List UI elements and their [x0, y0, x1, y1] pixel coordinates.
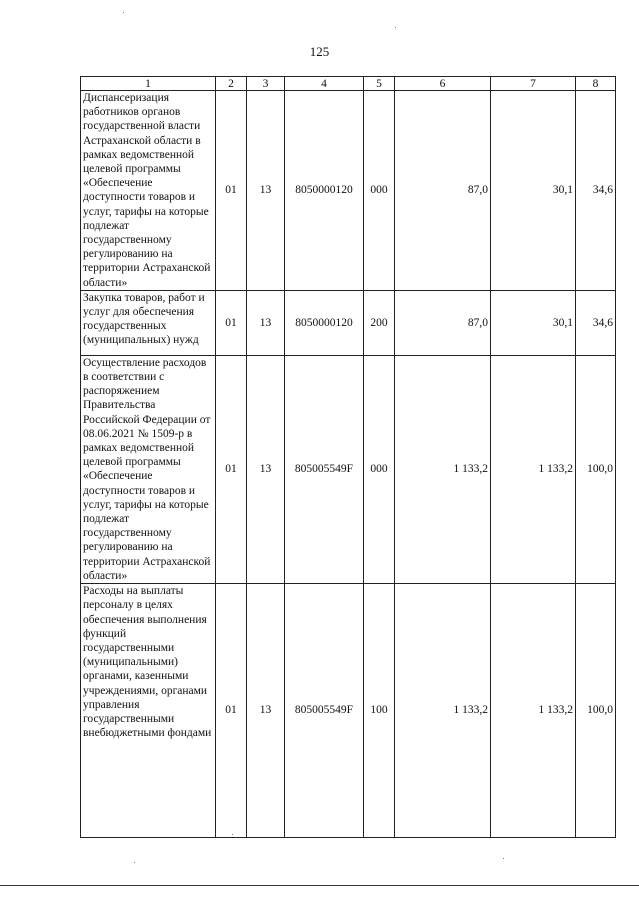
percent-col8: 100,0	[576, 584, 616, 838]
target-article-code: 805005549F	[285, 584, 364, 838]
table-row	[81, 290, 616, 355]
expense-type-code: 000	[364, 355, 395, 583]
amount-col7: 30,1	[491, 91, 576, 291]
bottom-rule	[0, 885, 639, 886]
row-description: Расходы на выплаты персоналу в целях обеспечения выполнения функций государственными (муниципальными) органами, казенными учреждениями, органами управления государственными внебюджетными фондами	[81, 584, 216, 838]
target-article-code: 8050000120	[285, 290, 364, 355]
column-header: 3	[247, 77, 285, 91]
column-header: 7	[491, 77, 576, 91]
expense-type-code: 200	[364, 290, 395, 355]
percent-col8: 100,0	[576, 355, 616, 583]
column-header: 2	[216, 77, 247, 91]
amount-col6: 1 133,2	[395, 355, 491, 583]
column-header: 5	[364, 77, 395, 91]
expense-type-code: 000	[364, 91, 395, 291]
subsection-code: 13	[247, 290, 285, 355]
percent-col8: 34,6	[576, 91, 616, 291]
target-article-code: 8050000120	[285, 91, 364, 291]
subsection-code: 13	[247, 355, 285, 583]
percent-col8: 34,6	[576, 290, 616, 355]
table-row	[81, 355, 616, 583]
column-header: 8	[576, 77, 616, 91]
section-code: 01	[216, 355, 247, 583]
section-code: 01	[216, 91, 247, 291]
amount-col6: 87,0	[395, 290, 491, 355]
scan-speck	[503, 858, 504, 859]
amount-col7: 1 133,2	[491, 584, 576, 838]
amount-col6: 87,0	[395, 91, 491, 291]
page-number: 125	[309, 44, 330, 59]
row-description: Диспансеризация работников органов государственной власти Астраханской области в рамках ведомственной целевой программы «Обеспечение доступности товаров и услуг, тарифы на которые подлежат государственному регулированию на территории Астраханской области»	[81, 91, 216, 291]
row-description: Осуществление расходов в соответствии с распоряжением Правительства Российской Федерации от 08.06.2021 № 1509-р в рамках ведомственной целевой программы «Обеспечение доступности товаров и услуг, тарифы на которые подлежат государственному регулированию на территории Астраханской области»	[81, 355, 216, 583]
target-article-code: 805005549F	[285, 355, 364, 583]
subsection-code: 13	[247, 91, 285, 291]
header-row	[81, 77, 616, 91]
amount-col7: 30,1	[491, 290, 576, 355]
scan-speck	[232, 834, 233, 835]
scan-speck	[134, 862, 135, 863]
amount-col6: 1 133,2	[395, 584, 491, 838]
column-header: 6	[395, 77, 491, 91]
column-header: 4	[285, 77, 364, 91]
budget-table	[80, 76, 616, 838]
section-code: 01	[216, 584, 247, 838]
section-code: 01	[216, 290, 247, 355]
scan-speck	[123, 12, 124, 13]
column-header: 1	[81, 77, 216, 91]
row-description: Закупка товаров, работ и услуг для обеспечения государственных (муниципальных) нужд	[81, 290, 216, 355]
expense-type-code: 100	[364, 584, 395, 838]
subsection-code: 13	[247, 584, 285, 838]
scan-speck	[395, 27, 396, 28]
amount-col7: 1 133,2	[491, 355, 576, 583]
table-row	[81, 91, 616, 291]
table-row	[81, 584, 616, 838]
